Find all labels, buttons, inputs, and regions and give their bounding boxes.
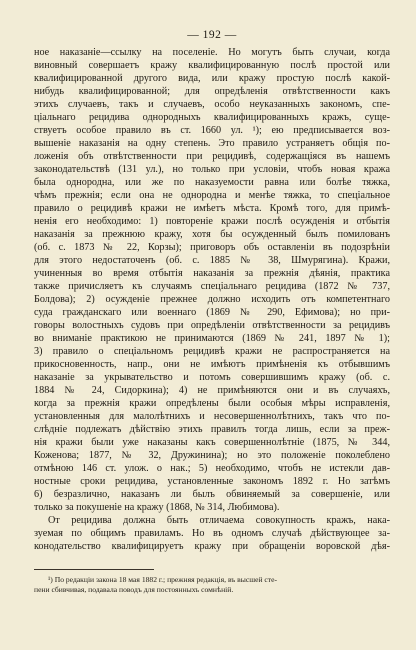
body-line: ствуетъ особое правило въ ст. 1660 ул. ¹); ею предписывается воз- bbox=[34, 125, 390, 136]
footnote bbox=[34, 575, 390, 595]
body-line: ложенія объ отвѣтственности при рецидивѣ, содержащіяся въ нашемъ bbox=[34, 151, 390, 162]
body-line: ненія его необходимо: 1) повтореніе кражи послѣ осужденія и отбытія bbox=[34, 216, 390, 227]
body-line: ностные сроки рецидива, установленные закономъ 1892 г. Но затѣмъ bbox=[34, 476, 390, 487]
body-line: (об. с. 1873 № 22, Корзы); приговоръ объ оставленіи въ подозрѣніи bbox=[34, 242, 390, 253]
body-line: ное наказаніе—ссылку на поселеніе. Но могутъ быть случаи, когда bbox=[34, 47, 390, 58]
body-line: законодательствѣ (131 ул.), но только при условіи, чтобъ новая кража bbox=[34, 164, 390, 175]
body-line: ціальнаго рецидива однородныхъ квалифицированныхъ кражъ, суще- bbox=[34, 112, 390, 123]
body-line: 6) безразлично, наказанъ ли былъ обвиняемый за совершеніе, или bbox=[34, 489, 390, 500]
body-line: конодательство квалифицируетъ кражу при обращеніи воровской дѣя- bbox=[34, 541, 390, 552]
body-line: Коженова; 1877, № 32, Дружинина); но это положеніе поколеблено bbox=[34, 450, 390, 461]
body-line: квалифицированной другого вида, или кражу простую послѣ какой- bbox=[34, 73, 390, 84]
body-line: отмѣною 146 ст. улож. о нак.; 5) необходимо, чтобъ не истекли дав- bbox=[34, 463, 390, 474]
body-line: во вниманіе практикою не принимаются (1869 № 241, 1897 № 1); bbox=[34, 333, 390, 344]
body-line: слѣдніе подлежатъ дѣйствію этихъ правилъ тогда лишь, если за преж- bbox=[34, 424, 390, 435]
body-line: когда за прежнія кражи опредѣлены были особыя мѣры исправленія, bbox=[34, 398, 390, 409]
body-line: От рецидива должна быть отличаема совокупность кражъ, нака- bbox=[48, 515, 390, 526]
body-line: была однородна, или же по наказуемости равна или болѣе тяжка, bbox=[34, 177, 390, 188]
body-line: наказаніе за укрывательство и потомъ совершившимъ кражу (об. с. bbox=[34, 372, 390, 383]
footnote-line: пени сбивчивая, подавала поводъ для постоянныхъ сомнѣній. bbox=[34, 585, 234, 594]
body-line: нибудь квалифицированной; для опредѣленія отвѣтственности какъ bbox=[34, 86, 390, 97]
body-line: говоры волостныхъ судовъ при опредѣленіи отвѣтственности за рецидивъ bbox=[34, 320, 390, 331]
body-line: также причисляетъ къ случаямъ спеціальнаго рецидива (1872 № 737, bbox=[34, 281, 390, 292]
body-line: Болдова); 2) осужденіе прежнее должно исходить отъ компетентнаго bbox=[34, 294, 390, 305]
body-line: чѣмъ прежнія; если она не однородна и менѣе тяжка, то спеціальное bbox=[34, 190, 390, 201]
body-line: 1884 № 24, Сидоркина); 4) не примѣняются они и въ случаяхъ, bbox=[34, 385, 390, 396]
footnote-divider bbox=[34, 569, 154, 570]
footnote-line: ¹) По редакціи закона 18 мая 1882 г.; прежняя редакція, въ высшей сте- bbox=[48, 575, 277, 584]
body-line: наказанія за прежнюю кражу, хотя бы осужденный былъ помилованъ bbox=[34, 229, 390, 240]
body-line: зуемая по общимъ правиламъ. Но въ одномъ случаѣ дѣйствующее за- bbox=[34, 528, 390, 539]
body-line: только за покушеніе на кражу (1868, № 314, Любимова). bbox=[34, 502, 280, 513]
body-line: учиненныя во время отбытія наказанія за прежнія дѣянія, практика bbox=[34, 268, 390, 279]
body-line: этихъ случаевъ, такъ и случаевъ, особо неуказанныхъ закономъ, спе- bbox=[34, 99, 390, 110]
body-line: нія кражи были уже наказаны какъ совершеннолѣтніе (1875, № 344, bbox=[34, 437, 390, 448]
body-line: прикосновенность, напр., они не имѣютъ примѣненія къ отбывшимъ bbox=[34, 359, 390, 370]
body-line: вышеніе наказанія на одну степень. Это правило устраняетъ общія по- bbox=[34, 138, 390, 149]
body-line: установленныя для малолѣтнихъ и несовершеннолѣтнихъ, такъ что по- bbox=[34, 411, 390, 422]
body-text bbox=[34, 46, 390, 553]
body-line: 3) правило о спеціальномъ рецидивѣ кражи не распространяется на bbox=[34, 346, 390, 357]
body-line: виновный совершаетъ кражу квалифицированную послѣ простой или bbox=[34, 60, 390, 71]
body-line: для этого недостаточенъ (об. с. 1885 № 38, Шмурягина). Кражи, bbox=[34, 255, 390, 266]
page-number: — 192 — bbox=[187, 29, 237, 41]
body-line: суда гражданскаго или военнаго (1869 № 290, Ефимова); но при- bbox=[34, 307, 390, 318]
body-line: правило о рецидивѣ кражи не имѣетъ мѣста. Кромѣ того, для примѣ- bbox=[34, 203, 390, 214]
